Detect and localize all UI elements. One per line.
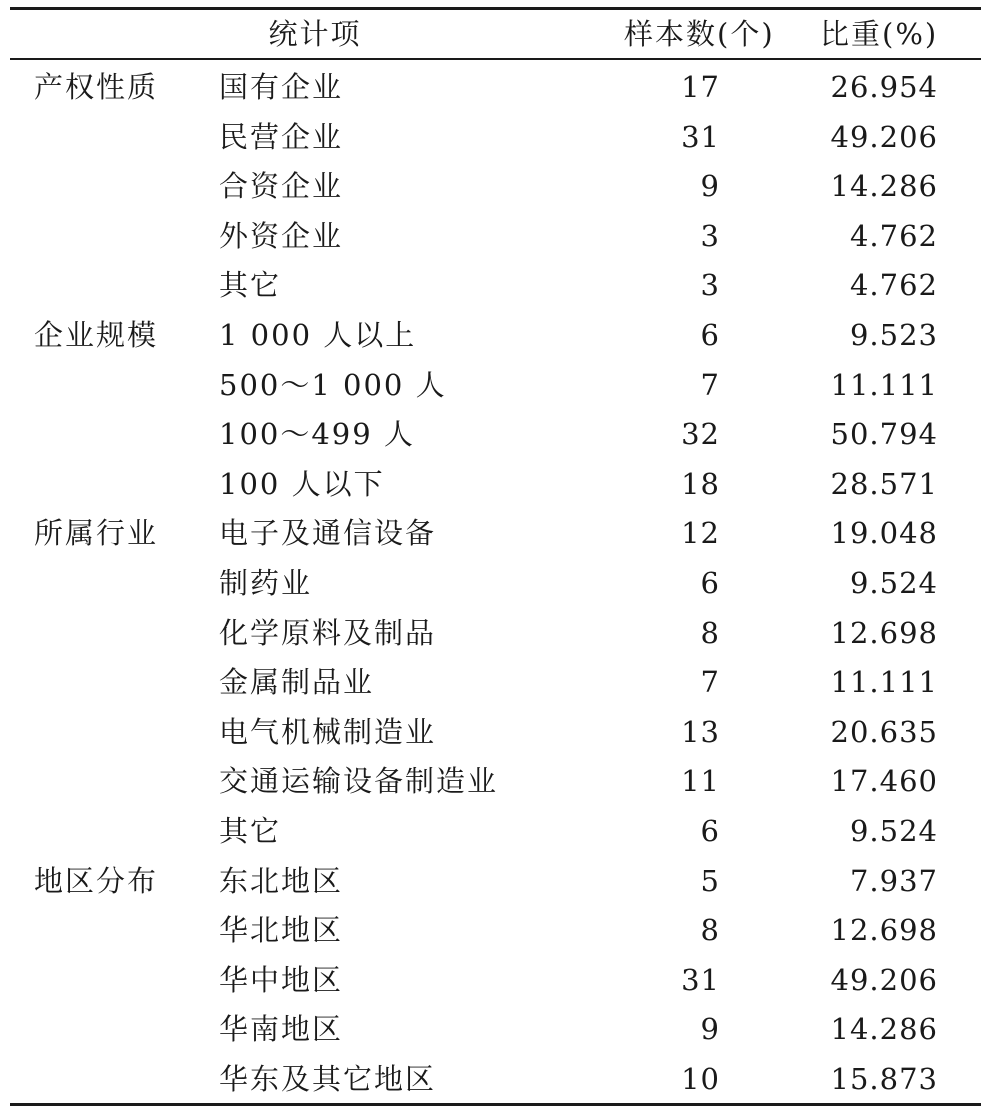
row-count: 32 (681, 417, 720, 452)
row-count: 9 (700, 169, 720, 204)
row-count: 10 (681, 1061, 720, 1096)
row-count: 12 (681, 516, 720, 551)
row-count: 7 (700, 665, 720, 700)
row-count: 7 (700, 367, 720, 402)
row-percent: 28.571 (830, 466, 938, 501)
row-item: 华中地区 (219, 962, 344, 997)
row-count: 6 (700, 813, 720, 848)
table-body (0, 63, 992, 1104)
row-count: 9 (700, 1012, 720, 1047)
table-row (0, 857, 992, 907)
row-count: 31 (681, 119, 720, 154)
rule-header (10, 58, 981, 60)
row-percent: 12.698 (830, 913, 938, 948)
row-item: 500～1 000 人 (219, 367, 447, 402)
row-item: 化学原料及制品 (219, 615, 437, 650)
row-percent: 26.954 (830, 70, 938, 104)
row-category: 所属行业 (34, 516, 159, 551)
table-row (0, 559, 992, 609)
row-percent: 49.206 (830, 119, 938, 154)
row-percent: 4.762 (849, 268, 938, 303)
row-percent: 15.873 (830, 1061, 938, 1096)
table-row (0, 311, 992, 361)
row-item: 电气机械制造业 (219, 714, 437, 749)
row-item: 国有企业 (219, 70, 344, 104)
row-item: 华南地区 (219, 1012, 344, 1047)
table-row (0, 63, 992, 113)
row-item: 华北地区 (219, 913, 344, 948)
table-row (0, 757, 992, 807)
row-percent: 9.523 (849, 317, 938, 352)
row-percent: 19.048 (830, 516, 938, 551)
row-count: 11 (681, 764, 720, 799)
row-count: 6 (700, 317, 720, 352)
row-percent: 9.524 (849, 565, 938, 600)
table-row (0, 460, 992, 510)
table-row (0, 212, 992, 262)
row-item: 其它 (219, 268, 282, 303)
row-item: 制药业 (219, 565, 313, 600)
table-row (0, 658, 992, 708)
row-count: 13 (681, 714, 720, 749)
row-count: 3 (700, 268, 720, 303)
row-item: 金属制品业 (219, 665, 375, 700)
rule-top (10, 7, 981, 10)
table-row (0, 1005, 992, 1055)
row-percent: 4.762 (849, 218, 938, 253)
row-percent: 12.698 (830, 615, 938, 650)
row-count: 31 (681, 962, 720, 997)
row-item: 其它 (219, 813, 282, 848)
row-category: 企业规模 (34, 317, 159, 352)
row-category: 产权性质 (34, 70, 159, 104)
row-item: 100 人以下 (219, 466, 385, 501)
row-percent: 11.111 (830, 665, 938, 700)
header-item: 统计项 (268, 17, 362, 51)
row-percent: 11.111 (830, 367, 938, 402)
row-percent: 14.286 (830, 1012, 938, 1047)
row-item: 外资企业 (219, 218, 344, 253)
table-row (0, 361, 992, 411)
row-item: 电子及通信设备 (219, 516, 437, 551)
row-percent: 9.524 (849, 813, 938, 848)
row-count: 8 (700, 913, 720, 948)
row-item: 华东及其它地区 (219, 1061, 437, 1096)
row-item: 合资企业 (219, 169, 344, 204)
table-row (0, 261, 992, 311)
row-percent: 17.460 (830, 764, 938, 799)
row-count: 18 (681, 466, 720, 501)
row-percent: 7.937 (849, 863, 938, 898)
row-percent: 14.286 (830, 169, 938, 204)
row-item: 民营企业 (219, 119, 344, 154)
table-row (0, 113, 992, 163)
table-row (0, 162, 992, 212)
header-percent: 比重(%) (820, 17, 939, 51)
row-count: 8 (700, 615, 720, 650)
table-row (0, 906, 992, 956)
table-row (0, 708, 992, 758)
rule-bottom (10, 1103, 981, 1106)
row-percent: 50.794 (830, 417, 938, 452)
row-count: 17 (681, 70, 720, 104)
row-percent: 49.206 (830, 962, 938, 997)
table-row (0, 609, 992, 659)
row-item: 交通运输设备制造业 (219, 764, 499, 799)
table-row (0, 509, 992, 559)
row-item: 100～499 人 (219, 417, 415, 452)
row-count: 5 (700, 863, 720, 898)
row-item: 1 000 人以上 (219, 317, 417, 352)
row-category: 地区分布 (34, 863, 159, 898)
row-count: 3 (700, 218, 720, 253)
table-row (0, 410, 992, 460)
row-percent: 20.635 (830, 714, 938, 749)
header-count: 样本数(个) (624, 17, 775, 51)
table-row (0, 956, 992, 1006)
row-item: 东北地区 (219, 863, 344, 898)
row-count: 6 (700, 565, 720, 600)
table-row (0, 807, 992, 857)
table-row (0, 1055, 992, 1105)
